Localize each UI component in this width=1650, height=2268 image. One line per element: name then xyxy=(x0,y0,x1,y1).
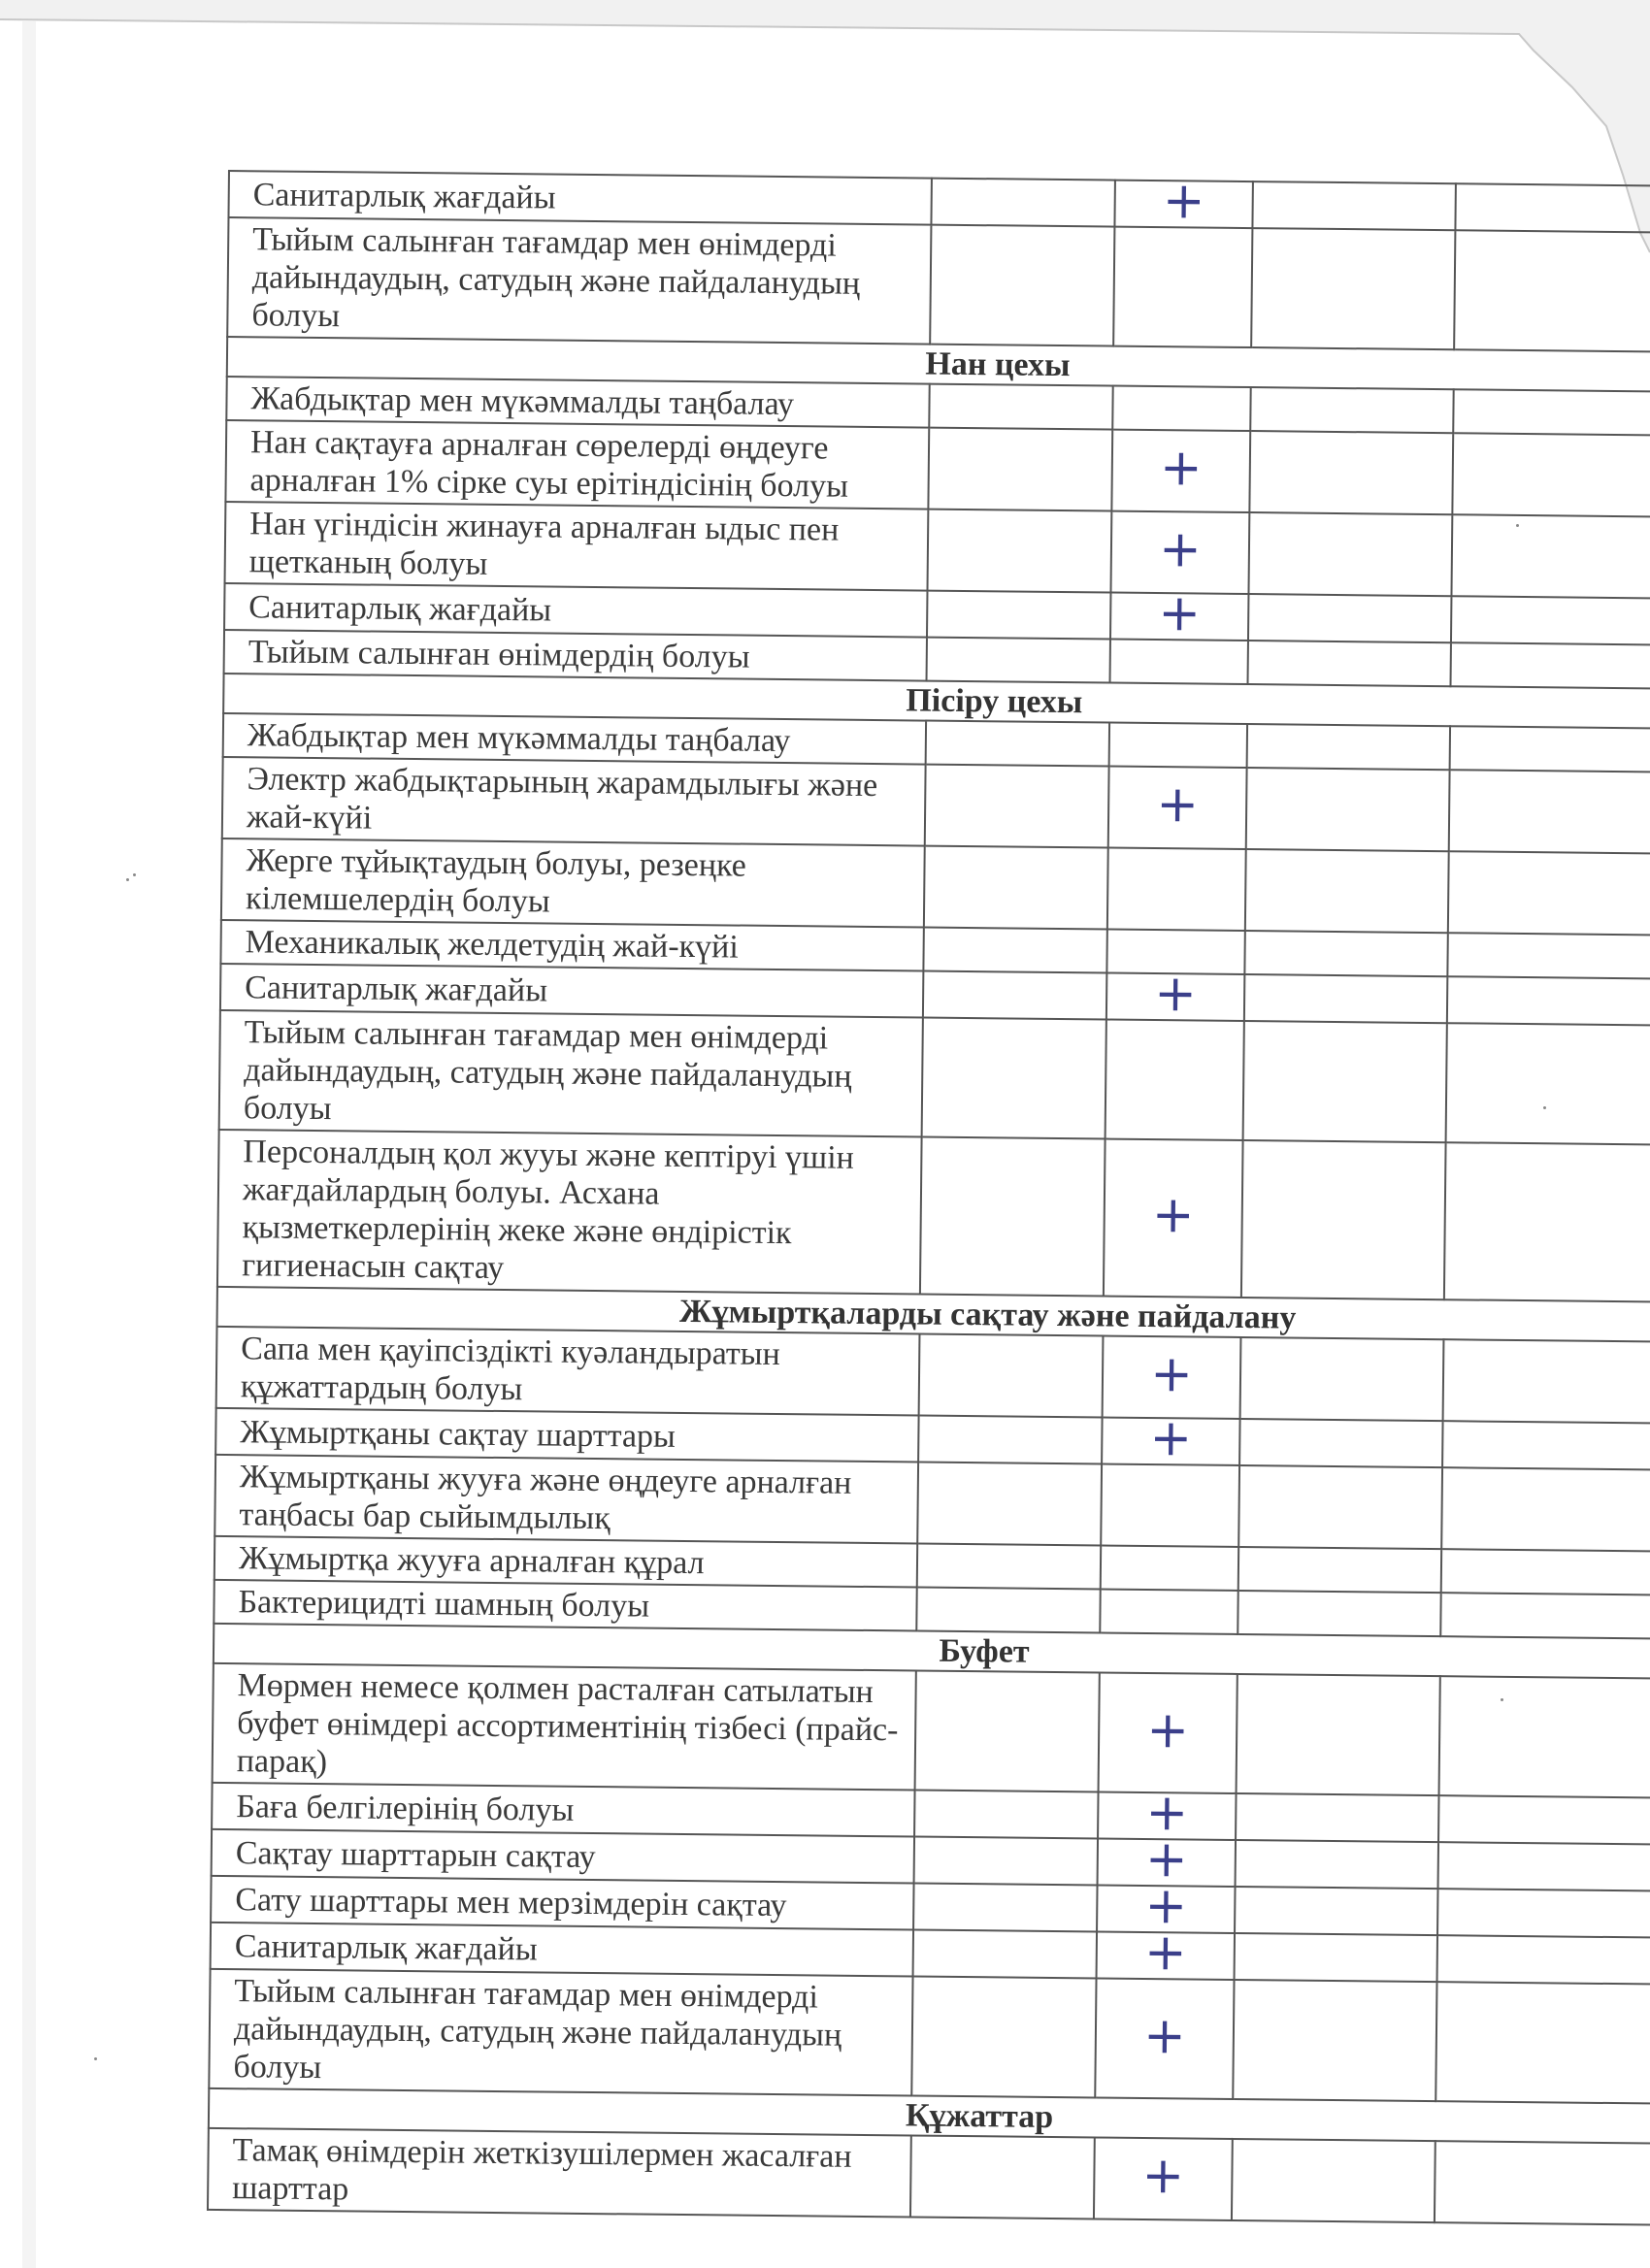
handwritten-plus-mark: + xyxy=(1145,1783,1189,1843)
empty-cell xyxy=(1249,431,1453,514)
empty-cell xyxy=(1238,1547,1441,1593)
empty-cell xyxy=(913,1929,1097,1978)
criterion-text: Тыйым салынған тағамдар мен өнімдерді дайындаудың, сатудың және пайдаланудың болуы xyxy=(227,217,931,345)
empty-cell xyxy=(929,384,1112,430)
empty-cell xyxy=(1236,1840,1438,1889)
mark-cell xyxy=(1102,1409,1239,1468)
empty-cell xyxy=(924,846,1108,930)
empty-cell xyxy=(1450,642,1650,689)
empty-cell xyxy=(1243,1021,1447,1142)
empty-cell xyxy=(931,179,1114,227)
mark-cell xyxy=(1110,511,1249,594)
empty-cell xyxy=(1448,851,1650,936)
empty-cell xyxy=(1440,1593,1650,1639)
empty-cell xyxy=(1454,230,1650,352)
empty-cell xyxy=(1250,387,1453,433)
mark-cell xyxy=(1104,1139,1243,1298)
empty-cell xyxy=(919,1334,1104,1418)
empty-cell xyxy=(1248,641,1451,686)
empty-cell xyxy=(925,765,1109,848)
empty-cell xyxy=(1252,181,1455,230)
empty-cell xyxy=(930,225,1114,346)
criterion-text: Нан сақтауға арналған сөрелерді өңдеуге арналған 1% сірке суы ерітіндісінің болуы xyxy=(225,420,929,509)
checklist-row xyxy=(217,1130,1650,1303)
criterion-text: Жерге тұйықтаудың болуы, резеңке кілемшелердің болуы xyxy=(221,838,925,928)
section-title: Буфет xyxy=(214,1624,1650,1680)
criterion-text: Персоналдың қол жууы және кептіруі үшін жағдайлардың болуы. Асхана қызметкерлерінің жеке және өндірістік гигиенасын сақтау xyxy=(217,1130,922,1295)
mark-cell xyxy=(1108,767,1247,849)
handwritten-plus-mark: + xyxy=(1144,1876,1188,1936)
criterion-text: Жұмыртқаны сақтау шарттары xyxy=(215,1408,918,1463)
criterion-text: Тыйым салынған өнімдердің болуы xyxy=(224,630,927,681)
mark-cell xyxy=(1097,1923,1235,1983)
criterion-text: Баға белгілерінің болуы xyxy=(212,1783,914,1837)
empty-cell xyxy=(917,1544,1101,1590)
section-title: Нан цехы xyxy=(227,337,1650,393)
mark-cell xyxy=(1111,430,1250,512)
criterion-text: Санитарлық жағдайы xyxy=(224,583,927,638)
empty-cell xyxy=(926,721,1109,767)
checklist-body xyxy=(208,171,1650,2226)
handwritten-plus-mark: + xyxy=(1142,2006,1187,2065)
empty-cell xyxy=(1435,2141,1650,2225)
empty-cell xyxy=(1441,1467,1650,1552)
checklist-row xyxy=(227,217,1650,353)
empty-cell xyxy=(1239,1419,1442,1467)
empty-cell xyxy=(1439,1676,1650,1798)
criterion-text: Тыйым салынған тағамдар мен өнімдерді дайындаудың, сатудың және пайдаланудың болуы xyxy=(219,1010,923,1137)
empty-cell xyxy=(1453,389,1650,436)
mark-cell xyxy=(1099,1672,1238,1792)
criterion-text: Жабдықтар мен мүкәммалды таңбалау xyxy=(223,713,926,765)
mark-cell xyxy=(1110,640,1248,684)
criterion-text: Тамақ өнімдерін жеткізушілермен жасалған шарттар xyxy=(208,2128,911,2218)
handwritten-plus-mark: + xyxy=(1158,520,1203,579)
criterion-text: Нан үгіндісін жинауға арналған ыдыс пен щетканың болуы xyxy=(225,502,929,591)
empty-cell xyxy=(1232,2139,1436,2222)
empty-cell xyxy=(1455,183,1650,233)
criterion-text: Механикалық желдетудің жай-күйі xyxy=(220,920,923,971)
mark-cell xyxy=(1107,848,1246,931)
checklist-row xyxy=(209,1969,1650,2105)
criterion-text: Санитарлық жағдайы xyxy=(228,171,931,225)
checklist-sheet xyxy=(207,170,1635,2225)
empty-cell xyxy=(923,928,1106,973)
mark-cell xyxy=(1114,172,1252,231)
mark-cell xyxy=(1094,2137,1233,2219)
empty-cell xyxy=(1233,1980,1436,2101)
section-title: Құжаттар xyxy=(209,2088,1650,2145)
empty-cell xyxy=(1437,1889,1650,1938)
empty-cell xyxy=(920,1137,1106,1297)
empty-cell xyxy=(914,1791,1098,1839)
mark-cell xyxy=(1101,1545,1238,1590)
handwritten-plus-mark: + xyxy=(1144,1829,1188,1890)
empty-cell xyxy=(1236,1793,1438,1842)
empty-cell xyxy=(1238,1465,1442,1549)
mark-cell xyxy=(1103,1336,1241,1419)
empty-cell xyxy=(1438,1795,1650,1845)
mark-cell xyxy=(1106,1020,1244,1140)
criterion-text: Электр жабдықтарының жарамдылығы және жай-күйі xyxy=(222,757,926,846)
criterion-text: Мөрмен немесе қолмен расталған сатылатын буфет өнімдері ассортиментінің тізбесі (прайс-парақ) xyxy=(213,1663,916,1791)
empty-cell xyxy=(1241,1140,1446,1299)
empty-cell xyxy=(1447,976,1650,1026)
section-title: Пісіру цехы xyxy=(223,674,1650,730)
empty-cell xyxy=(1436,1982,1650,2104)
empty-cell xyxy=(1444,1142,1650,1302)
criterion-text: Санитарлық жағдайы xyxy=(211,1923,913,1977)
empty-cell xyxy=(1244,974,1447,1023)
empty-cell xyxy=(1450,726,1650,772)
empty-cell xyxy=(1240,1337,1444,1421)
empty-cell xyxy=(1244,931,1447,976)
checklist-row xyxy=(219,1010,1650,1146)
criterion-text: Жұмыртқаны жууға және өңдеуге арналған таңбасы бар сыйымдылық xyxy=(214,1455,918,1544)
checklist-table xyxy=(207,170,1650,2227)
mark-cell xyxy=(1113,227,1252,347)
handwritten-plus-mark: + xyxy=(1149,1345,1194,1404)
empty-cell xyxy=(1451,514,1650,599)
mark-cell xyxy=(1110,584,1248,643)
empty-cell xyxy=(927,638,1110,683)
empty-cell xyxy=(1438,1842,1650,1891)
empty-cell xyxy=(1442,1421,1650,1470)
handwritten-plus-mark: + xyxy=(1159,439,1203,498)
criterion-text: Бактерицидті шамның болуы xyxy=(214,1580,916,1631)
empty-cell xyxy=(914,1836,1098,1885)
mark-cell xyxy=(1109,723,1247,768)
mark-cell xyxy=(1106,965,1244,1024)
handwritten-plus-mark: + xyxy=(1151,1186,1195,1245)
empty-cell xyxy=(913,1883,1097,1931)
empty-cell xyxy=(915,1671,1100,1792)
criterion-text: Тыйым салынған тағамдар мен өнімдерді дайындаудың, сатудың және пайдаланудың болуы xyxy=(209,1969,912,2096)
empty-cell xyxy=(1449,770,1650,854)
empty-cell xyxy=(1446,1023,1650,1145)
handwritten-plus-mark: + xyxy=(1154,965,1198,1024)
mark-cell xyxy=(1095,1978,1234,2098)
empty-cell xyxy=(916,1588,1100,1633)
empty-cell xyxy=(923,971,1106,1020)
empty-cell xyxy=(927,591,1110,640)
empty-cell xyxy=(1247,724,1450,770)
criterion-text: Сату шарттары мен мерзімдерін сақтау xyxy=(211,1876,913,1930)
empty-cell xyxy=(928,428,1112,511)
empty-cell xyxy=(917,1463,1102,1546)
mark-cell xyxy=(1101,1463,1239,1546)
empty-cell xyxy=(1238,1591,1440,1636)
handwritten-plus-mark: + xyxy=(1143,1923,1187,1983)
empty-cell xyxy=(922,1018,1106,1139)
empty-cell xyxy=(1245,849,1449,933)
empty-cell xyxy=(1447,933,1650,979)
empty-cell xyxy=(927,509,1111,593)
criterion-text: Жабдықтар мен мүкәммалды таңбалау xyxy=(226,377,929,428)
empty-cell xyxy=(1235,1887,1437,1935)
criterion-text: Санитарлық жағдайы xyxy=(220,964,923,1018)
empty-cell xyxy=(1235,1933,1437,1982)
empty-cell xyxy=(1437,1935,1650,1985)
scan-speck xyxy=(94,2057,97,2060)
handwritten-plus-mark: + xyxy=(1156,775,1200,835)
criterion-text: Сақтау шарттарын сақтау xyxy=(212,1829,914,1884)
scan-speck xyxy=(133,873,136,876)
empty-cell xyxy=(1451,596,1650,645)
mark-cell xyxy=(1100,1589,1238,1633)
empty-cell xyxy=(1441,1549,1650,1595)
empty-cell xyxy=(1251,228,1455,349)
empty-cell xyxy=(1248,512,1452,596)
handwritten-plus-mark: + xyxy=(1146,1700,1190,1759)
empty-cell xyxy=(910,2135,1095,2219)
handwritten-plus-mark: + xyxy=(1149,1409,1193,1468)
section-title: Жұмыртқаларды сақтау және пайдалану xyxy=(217,1287,1650,1343)
handwritten-plus-mark: + xyxy=(1162,172,1205,231)
scan-speck xyxy=(126,878,129,881)
empty-cell xyxy=(1248,594,1451,642)
empty-cell xyxy=(1443,1339,1650,1424)
empty-cell xyxy=(1452,433,1650,517)
mark-cell xyxy=(1112,386,1250,431)
empty-cell xyxy=(1246,768,1450,851)
criterion-text: Сапа мен қауіпсіздікті куәландыратын құжаттардың болуы xyxy=(216,1327,920,1416)
criterion-text: Жұмыртқа жууға арналған құрал xyxy=(214,1536,917,1588)
checklist-row xyxy=(208,2128,1650,2226)
empty-cell xyxy=(911,1976,1096,2097)
handwritten-plus-mark: + xyxy=(1141,2146,1185,2206)
empty-cell xyxy=(918,1416,1102,1464)
empty-cell xyxy=(1237,1674,1440,1795)
checklist-row xyxy=(213,1663,1650,1799)
handwritten-plus-mark: + xyxy=(1158,584,1202,643)
